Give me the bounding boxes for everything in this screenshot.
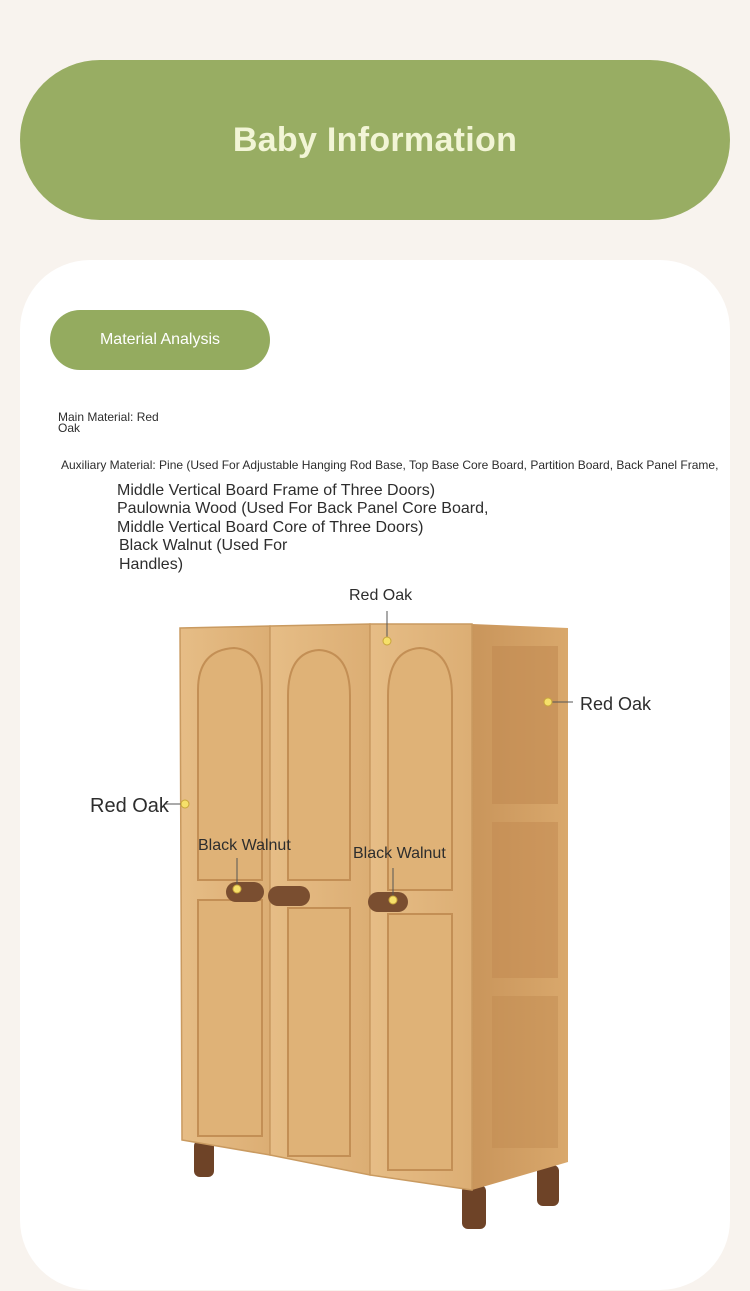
walnut-material-text: Black Walnut (Used For Handles) (119, 537, 288, 573)
auxiliary-material-text: Auxiliary Material: Pine (Used For Adjustable Hanging Rod Base, Top Base Core Board, Partition Board, Back Panel Frame, (61, 458, 719, 472)
callout-dot-icon (233, 885, 241, 893)
side-recess-middle (492, 822, 558, 978)
callout-label-top: Red Oak (349, 587, 413, 604)
section-tab-label: Material Analysis (99, 331, 221, 348)
door-left-lower-panel (198, 900, 262, 1136)
paulownia-material-text: Paulownia Wood (Used For Back Panel Core Board, Middle Vertical Board Core of Three Doors) (117, 500, 489, 536)
callout-label-handle-right: Black Walnut (353, 845, 446, 862)
door-middle-lower-panel (288, 908, 350, 1156)
callout-dot-icon (181, 800, 189, 808)
callout-dot-icon (544, 698, 552, 706)
callout-label-handle-left: Black Walnut (198, 837, 291, 854)
side-recess-bottom (492, 996, 558, 1148)
handle-right (368, 892, 408, 912)
callout-dot-icon (389, 896, 397, 904)
side-recess-top (492, 646, 558, 804)
handle-middle (268, 886, 310, 906)
door-right-lower-panel (388, 914, 452, 1170)
main-material-text: Main Material: Red Oak (58, 410, 159, 435)
leg-front-right (462, 1185, 486, 1229)
callout-dot-icon (383, 637, 391, 645)
handle-left (226, 882, 264, 902)
leg-back-right (537, 1165, 559, 1206)
pine-continued-text: Middle Vertical Board Frame of Three Doors) (117, 482, 436, 499)
page-title: Baby Information (232, 120, 518, 159)
callout-label-left: Red Oak (90, 795, 169, 817)
callout-label-right: Red Oak (580, 694, 652, 714)
door-middle-arch (288, 650, 350, 880)
